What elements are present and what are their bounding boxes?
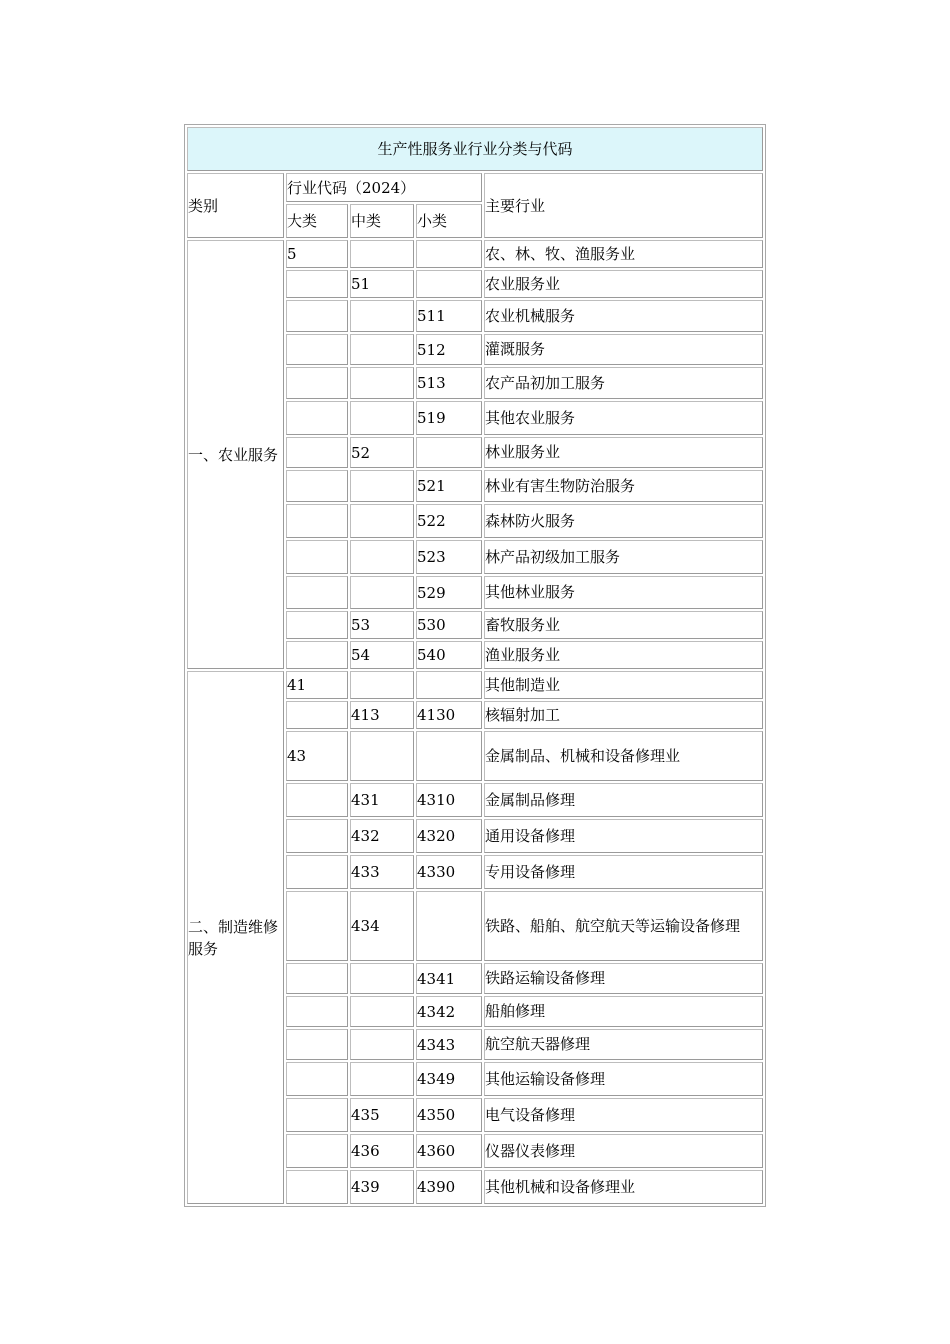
medium-code-cell — [350, 470, 414, 502]
medium-code-cell: 53 — [350, 611, 414, 639]
major-code-cell — [286, 470, 348, 502]
medium-code-cell — [350, 671, 414, 699]
major-code-cell — [286, 783, 348, 817]
medium-code-cell: 434 — [350, 891, 414, 961]
main-industry-cell: 仪器仪表修理 — [484, 1134, 763, 1168]
medium-code-cell — [350, 963, 414, 994]
minor-code-cell — [416, 671, 482, 699]
major-code-cell — [286, 701, 348, 729]
main-industry-cell: 农业机械服务 — [484, 300, 763, 332]
medium-code-cell: 413 — [350, 701, 414, 729]
table-row — [187, 671, 763, 699]
major-code-cell — [286, 611, 348, 639]
minor-code-cell: 4350 — [416, 1098, 482, 1132]
medium-code-cell — [350, 576, 414, 609]
main-industry-cell: 铁路运输设备修理 — [484, 963, 763, 994]
medium-code-cell — [350, 731, 414, 781]
main-industry-cell: 农、林、牧、渔服务业 — [484, 240, 763, 268]
main-industry-cell: 渔业服务业 — [484, 641, 763, 669]
header-code-group: 行业代码（2024） — [286, 173, 482, 202]
table-row — [187, 240, 763, 268]
medium-code-cell: 439 — [350, 1170, 414, 1204]
medium-code-cell — [350, 367, 414, 399]
main-industry-cell: 金属制品、机械和设备修理业 — [484, 731, 763, 781]
minor-code-cell: 4130 — [416, 701, 482, 729]
medium-code-cell — [350, 334, 414, 365]
medium-code-cell: 432 — [350, 819, 414, 853]
major-code-cell — [286, 996, 348, 1027]
major-code-cell — [286, 963, 348, 994]
major-code-cell — [286, 641, 348, 669]
minor-code-cell: 4330 — [416, 855, 482, 889]
medium-code-cell — [350, 240, 414, 268]
minor-code-cell: 512 — [416, 334, 482, 365]
minor-code-cell — [416, 437, 482, 468]
minor-code-cell: 529 — [416, 576, 482, 609]
header-category: 类别 — [187, 173, 284, 238]
medium-code-cell: 436 — [350, 1134, 414, 1168]
medium-code-cell: 431 — [350, 783, 414, 817]
minor-code-cell: 4320 — [416, 819, 482, 853]
medium-code-cell: 435 — [350, 1098, 414, 1132]
minor-code-cell: 4390 — [416, 1170, 482, 1204]
medium-code-cell: 54 — [350, 641, 414, 669]
minor-code-cell: 4360 — [416, 1134, 482, 1168]
minor-code-cell — [416, 891, 482, 961]
medium-code-cell — [350, 540, 414, 574]
major-code-cell — [286, 540, 348, 574]
major-code-cell — [286, 437, 348, 468]
minor-code-cell: 540 — [416, 641, 482, 669]
major-code-cell: 43 — [286, 731, 348, 781]
medium-code-cell: 433 — [350, 855, 414, 889]
major-code-cell — [286, 1170, 348, 1204]
medium-code-cell — [350, 401, 414, 435]
main-industry-cell: 农业服务业 — [484, 270, 763, 298]
medium-code-cell — [350, 504, 414, 538]
header-major: 大类 — [286, 204, 348, 238]
main-industry-cell: 其他运输设备修理 — [484, 1062, 763, 1096]
header-row-1 — [187, 173, 763, 202]
minor-code-cell: 530 — [416, 611, 482, 639]
main-industry-cell: 通用设备修理 — [484, 819, 763, 853]
main-industry-cell: 船舶修理 — [484, 996, 763, 1027]
main-industry-cell: 电气设备修理 — [484, 1098, 763, 1132]
minor-code-cell: 519 — [416, 401, 482, 435]
main-industry-cell: 专用设备修理 — [484, 855, 763, 889]
major-code-cell: 41 — [286, 671, 348, 699]
medium-code-cell: 52 — [350, 437, 414, 468]
table-title: 生产性服务业行业分类与代码 — [187, 127, 763, 171]
minor-code-cell: 522 — [416, 504, 482, 538]
main-industry-cell: 农产品初加工服务 — [484, 367, 763, 399]
main-industry-cell: 航空航天器修理 — [484, 1029, 763, 1060]
major-code-cell — [286, 367, 348, 399]
major-code-cell — [286, 855, 348, 889]
main-industry-cell: 畜牧服务业 — [484, 611, 763, 639]
minor-code-cell — [416, 731, 482, 781]
medium-code-cell — [350, 996, 414, 1027]
minor-code-cell: 4349 — [416, 1062, 482, 1096]
main-industry-cell: 金属制品修理 — [484, 783, 763, 817]
major-code-cell — [286, 1062, 348, 1096]
medium-code-cell — [350, 1029, 414, 1060]
main-industry-cell: 其他机械和设备修理业 — [484, 1170, 763, 1204]
major-code-cell — [286, 576, 348, 609]
main-industry-cell: 其他林业服务 — [484, 576, 763, 609]
main-industry-cell: 铁路、船舶、航空航天等运输设备修理 — [484, 891, 763, 961]
major-code-cell: 5 — [286, 240, 348, 268]
major-code-cell — [286, 1098, 348, 1132]
header-minor: 小类 — [416, 204, 482, 238]
header-main-industry: 主要行业 — [484, 173, 763, 238]
medium-code-cell — [350, 300, 414, 332]
major-code-cell — [286, 401, 348, 435]
minor-code-cell: 523 — [416, 540, 482, 574]
major-code-cell — [286, 270, 348, 298]
minor-code-cell — [416, 240, 482, 268]
minor-code-cell: 513 — [416, 367, 482, 399]
minor-code-cell: 521 — [416, 470, 482, 502]
minor-code-cell: 4341 — [416, 963, 482, 994]
main-industry-cell: 核辐射加工 — [484, 701, 763, 729]
main-industry-cell: 林产品初级加工服务 — [484, 540, 763, 574]
minor-code-cell — [416, 270, 482, 298]
minor-code-cell: 4343 — [416, 1029, 482, 1060]
major-code-cell — [286, 891, 348, 961]
main-industry-cell: 林业有害生物防治服务 — [484, 470, 763, 502]
minor-code-cell: 511 — [416, 300, 482, 332]
medium-code-cell — [350, 1062, 414, 1096]
major-code-cell — [286, 300, 348, 332]
major-code-cell — [286, 334, 348, 365]
major-code-cell — [286, 504, 348, 538]
main-industry-cell: 林业服务业 — [484, 437, 763, 468]
title-row — [187, 127, 763, 171]
medium-code-cell: 51 — [350, 270, 414, 298]
category-cell: 一、农业服务 — [187, 240, 284, 669]
major-code-cell — [286, 1134, 348, 1168]
minor-code-cell: 4310 — [416, 783, 482, 817]
minor-code-cell: 4342 — [416, 996, 482, 1027]
main-industry-cell: 森林防火服务 — [484, 504, 763, 538]
main-industry-cell: 灌溉服务 — [484, 334, 763, 365]
main-industry-cell: 其他制造业 — [484, 671, 763, 699]
major-code-cell — [286, 819, 348, 853]
main-industry-cell: 其他农业服务 — [484, 401, 763, 435]
header-medium: 中类 — [350, 204, 414, 238]
industry-classification-table — [184, 124, 766, 1207]
major-code-cell — [286, 1029, 348, 1060]
category-cell: 二、制造维修服务 — [187, 671, 284, 1204]
